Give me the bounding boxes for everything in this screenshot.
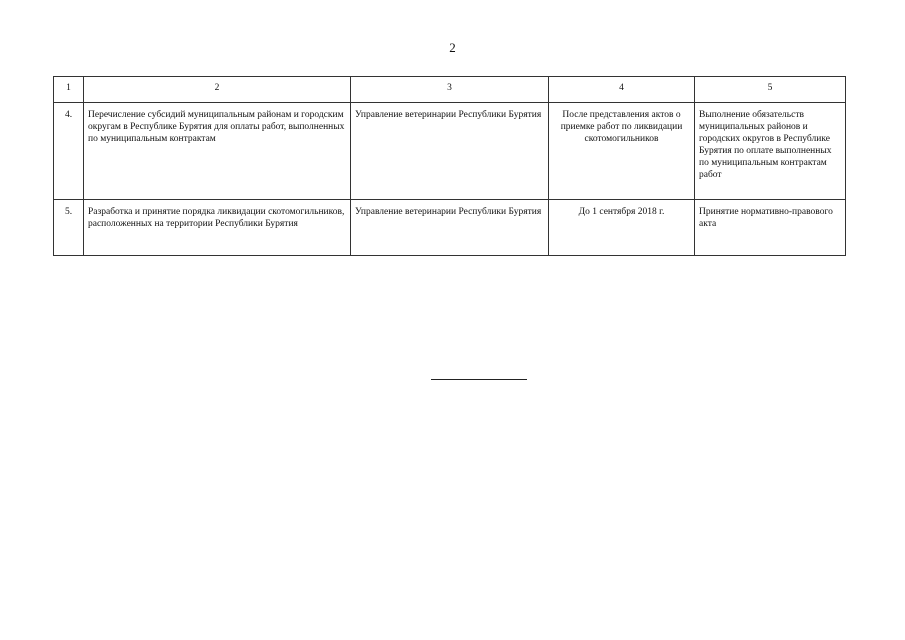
row-number: 5. bbox=[54, 200, 84, 256]
deadline-cell: После представления актов о приемке работ по ликвидации скотомогильников bbox=[549, 103, 695, 200]
result-cell: Принятие нормативно-правового акта bbox=[695, 200, 846, 256]
column-header-5: 5 bbox=[695, 77, 846, 103]
column-header-3: 3 bbox=[351, 77, 549, 103]
measure-cell: Перечисление субсидий муниципальным районам и городским округам в Республике Бурятия для оплаты работ, выполненных по муниципальным контрактам bbox=[84, 103, 351, 200]
executor-cell: Управление ветеринарии Республики Бурятия bbox=[351, 103, 549, 200]
measures-table bbox=[53, 76, 846, 256]
table-row bbox=[54, 200, 846, 256]
page-number: 2 bbox=[449, 40, 456, 55]
closing-divider bbox=[431, 379, 527, 380]
row-number: 4. bbox=[54, 103, 84, 200]
measure-cell: Разработка и принятие порядка ликвидации скотомогильников, расположенных на территории Республики Бурятия bbox=[84, 200, 351, 256]
column-header-2: 2 bbox=[84, 77, 351, 103]
column-header-4: 4 bbox=[549, 77, 695, 103]
result-cell: Выполнение обязательств муниципальных районов и городских округов в Республике Бурятия по оплате выполненных по муниципальным контрактам работ bbox=[695, 103, 846, 200]
deadline-cell: До 1 сентября 2018 г. bbox=[549, 200, 695, 256]
table-header-row bbox=[54, 77, 846, 103]
table-row bbox=[54, 103, 846, 200]
column-header-1: 1 bbox=[54, 77, 84, 103]
executor-cell: Управление ветеринарии Республики Бурятия bbox=[351, 200, 549, 256]
